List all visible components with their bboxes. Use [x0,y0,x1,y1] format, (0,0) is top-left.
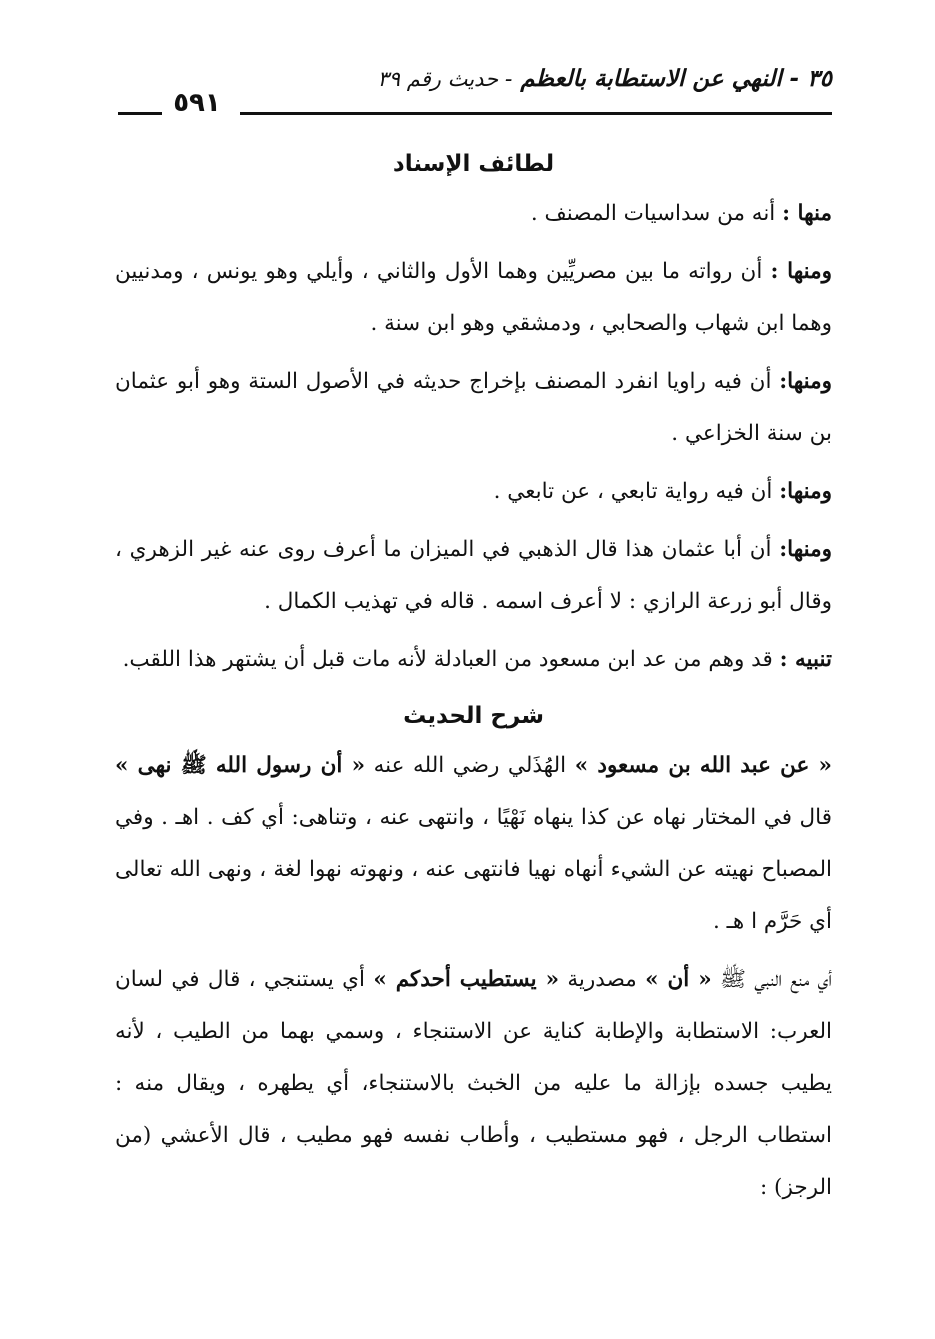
commentary-paragraph [115,740,832,948]
paragraph-lead: منها : [782,201,832,226]
hadith-reference: - حديث رقم ٣٩ [377,67,513,91]
paragraph-text: قال في المختار نهاه عن كذا ينهاه نَهْيًا ، وانتهى عنه ، وتناهى: أي كف . اهـ . وفي المصباح نهيته عن الشيء أنهاه نهيا فانتهى عنه ، ونهوته نهوا لغة ، ونهى الله تعالى أي حَرَّم ا هـ . [115,805,832,934]
paragraph [115,246,832,350]
paragraph [115,356,832,460]
paragraph-lead: ومنها : [770,259,832,284]
page-number: ٥٩١ [173,88,221,118]
paragraph [115,466,832,518]
section-title-sharh: شرح الحديث [403,703,544,729]
paragraph-text: الهُذَلي رضي الله عنه [365,753,575,778]
paragraph-text: قد وهم من عد ابن مسعود من العبادلة لأنه مات قبل أن يشتهر هذا اللقب. [122,647,780,672]
hadith-quote: « أن » [645,967,712,992]
chapter-title: ٣٥ - النهي عن الاستطابة بالعظم [520,66,832,92]
section-title-isnad: لطائف الإسناد [392,151,555,177]
paragraph-lead: تنبيه : [779,647,832,672]
paragraph-lead: ومنها: [779,479,832,504]
commentary-paragraph [115,954,832,1214]
running-header [240,66,832,106]
note-paragraph [115,634,832,686]
paragraph-lead: ومنها: [779,537,832,562]
page-number-rule [118,112,162,115]
paragraph-text: أن فيه رواية تابعي ، عن تابعي . [493,479,780,504]
paragraph-text: أنه من سداسيات المصنف . [530,201,783,226]
paragraph-text: مصدرية [559,967,646,992]
paragraph-text: أن فيه راويا انفرد المصنف بإخراج حديثه في الأصول الستة وهو أبو عثمان بن سنة الخزاعي . [115,369,832,446]
hadith-quote: « يستطيب أحدكم » [373,967,560,992]
hadith-quote: « أن رسول الله ﷺ نهى » [115,753,366,778]
paragraph-lead: ومنها: [779,369,832,394]
paragraph-text: أن رواته ما بين مصريِّين وهما الأول والثاني ، وأيلي وهو يونس ، ومدنيين وهما ابن شهاب والصحابي ، ودمشقي وهو ابن سنة . [115,259,832,336]
paragraph-text: أي منع النبي ﷺ [711,967,833,992]
header-rule [240,112,832,115]
paragraph-text: أي يستنجي ، قال في لسان العرب: الاستطابة والإطابة كناية عن الاستنجاء ، وسمي بهما من الطيب ، لأنه يطيب جسده بإزالة ما عليه من الخبث بالاستنجاء، أي يطهره ، ويقال منه : استطاب الرجل ، فهو مستطيب ، وأطاب نفسه فهو مطيب ، قال الأعشي (من الرجز) : [115,967,832,1200]
paragraph-text: أن أبا عثمان هذا قال الذهبي في الميزان ما أعرف روى عنه غير الزهري ، وقال أبو زرعة الرازي : لا أعرف اسمه . قاله في تهذيب الكمال . [115,537,832,614]
paragraph [115,188,832,240]
hadith-quote: « عن عبد الله بن مسعود » [574,753,832,778]
page-body [115,140,832,1220]
paragraph [115,524,832,628]
